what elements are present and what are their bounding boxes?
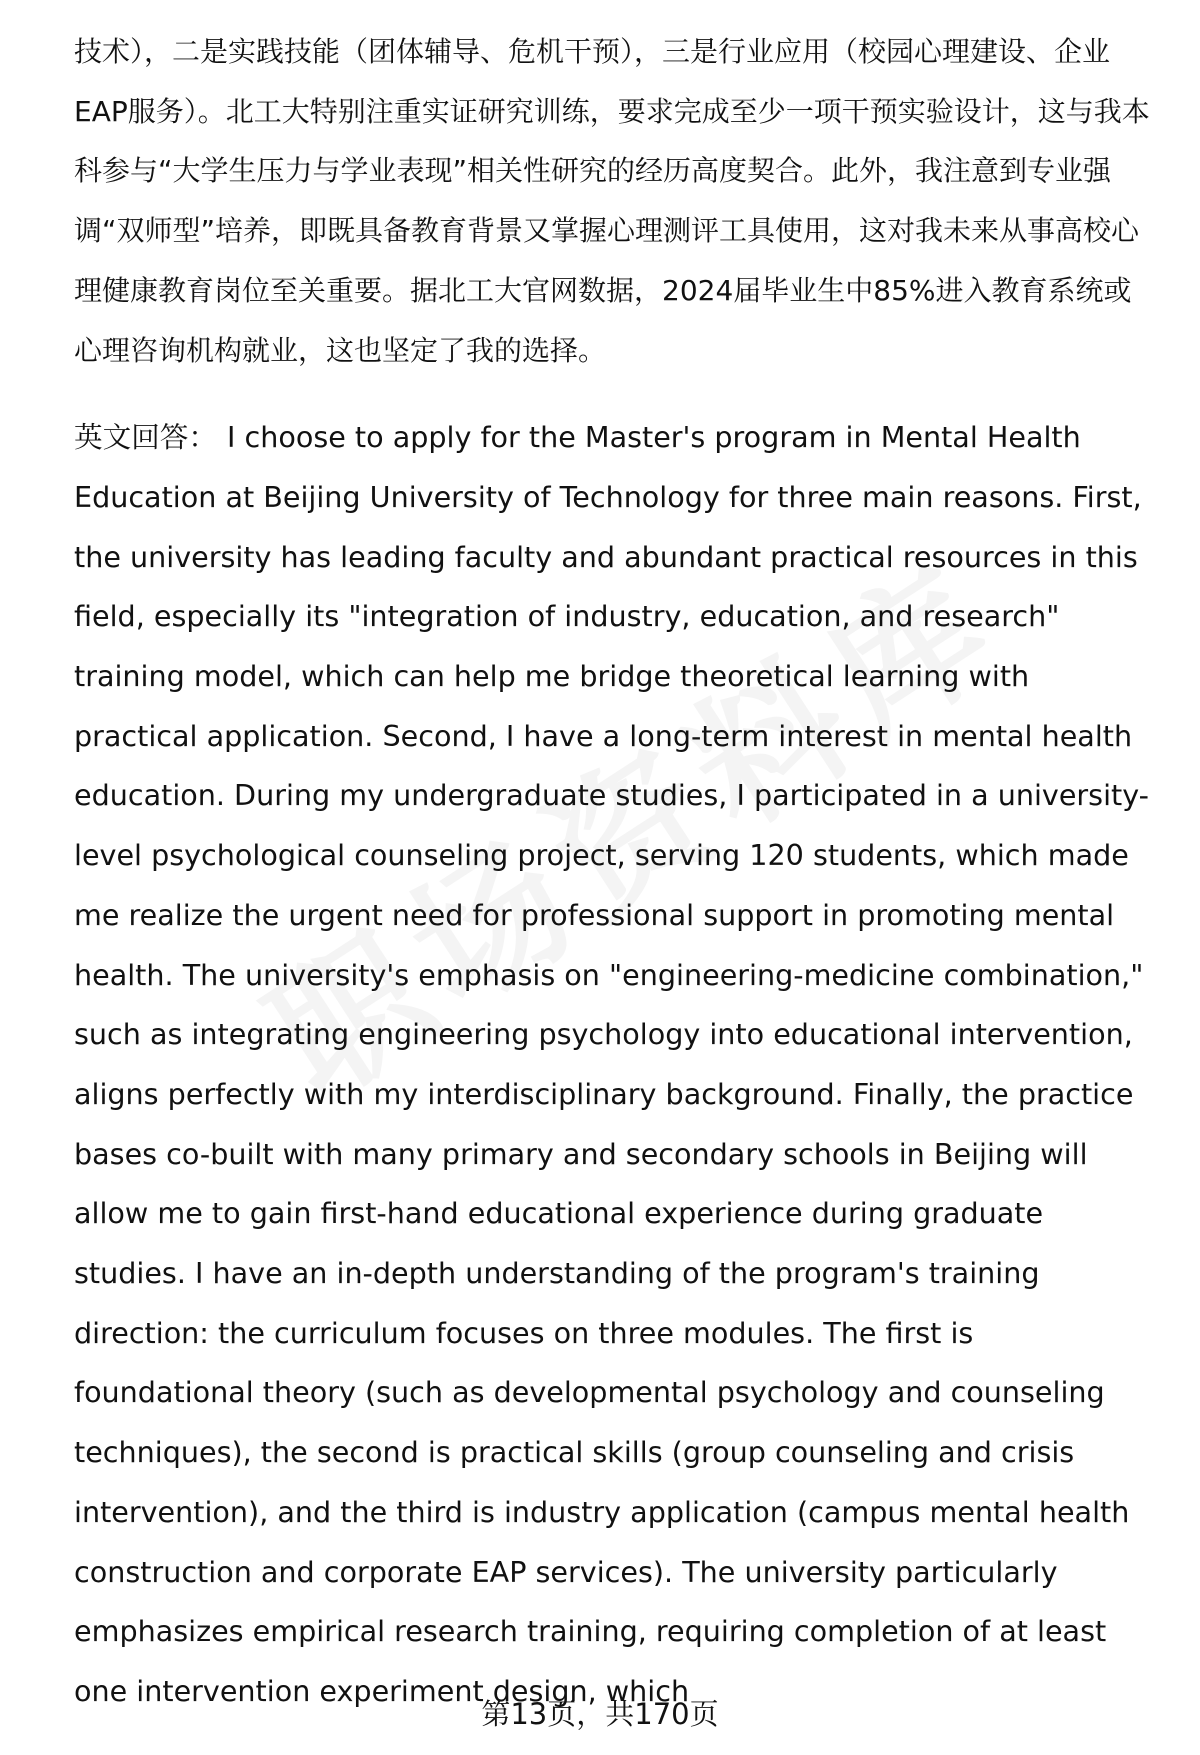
english-answer-paragraph	[74, 408, 1154, 1721]
page-number: 第13页，共170页	[481, 1697, 719, 1731]
chinese-paragraph: 技术），二是实践技能（团体辅导、危机干预），三是行业应用（校园心理建设、企业EAP服务）。北工大特别注重实证研究训练，要求完成至少一项干预实验设计，这与我本科参与“大学生压力与学业表现”相关性研究的经历高度契合。此外，我注意到专业强调“双师型”培养，即既具备教育背景又掌握心理测评工具使用，这对我未来从事高校心理健康教育岗位至关重要。据北工大官网数据，2024届毕业生中85%进入教育系统或心理咨询机构就业，这也坚定了我的选择。	[74, 35, 1150, 367]
english-answer-label: 英文回答：	[74, 420, 217, 455]
english-answer-text: I choose to apply for the Master's program in Mental Health Education at Beijing University of Technology for three main reasons. First, the university has leading faculty and abundant practical resources in this field, especially its "integration of industry, education, and research" training model, which can help me bridge theoretical learning with practical application. Second, I have a long-term interest in mental health education. During my undergraduate studies, I participated in a university-level psychological counseling project, serving 120 students, which made me realize the urgent need for professional support in promoting mental health. The university's emphasis on "engineering-medicine combination," such as integrating engineering psychology into educational intervention, aligns perfectly with my interdisciplinary background. Finally, the practice bases co-built with many primary and secondary schools in Beijing will allow me to gain first-hand educational experience during graduate studies. I have an in-depth understanding of the program's training direction: the curriculum focuses on three modules. The first is foundational theory (such as developmental psychology and counseling techniques), the second is practical skills (group counseling and crisis intervention), and the third is industry application (campus mental health construction and corporate EAP services). The university particularly emphasizes empirical research training, requiring completion of at least one intervention experiment design, which	[74, 420, 1149, 1708]
document-body	[74, 22, 1154, 1722]
